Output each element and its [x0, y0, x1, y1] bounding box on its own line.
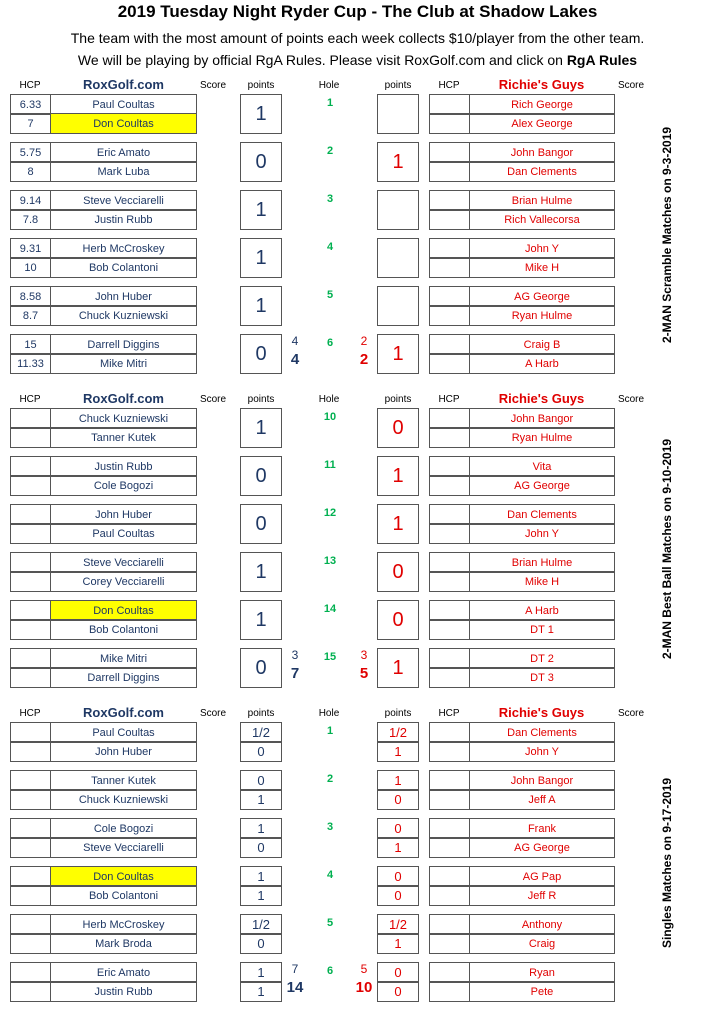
player-name-right: Mike H — [469, 571, 615, 592]
player-name: Cole Bogozi — [50, 818, 197, 839]
player-name-right: Brian Hulme — [469, 190, 615, 211]
hole-header: Hole — [318, 708, 340, 719]
points-header-right: points — [384, 394, 412, 405]
team-right-name: Richie's Guys — [498, 705, 585, 720]
match-points-left: 0 — [240, 142, 282, 182]
match-points-left: 1 — [240, 600, 282, 640]
cumulative-total-right: 5 — [359, 665, 369, 682]
hcp-cell: 9.31 — [10, 238, 51, 259]
player-points-right: 0 — [377, 981, 419, 1002]
hole-number: 5 — [326, 917, 334, 929]
player-name-right: Pete — [469, 981, 615, 1002]
match-points-right: 1 — [377, 504, 419, 544]
player-name-right: John Y — [469, 523, 615, 544]
hole-number: 3 — [326, 193, 334, 205]
hcp-cell-right — [429, 722, 470, 743]
hcp-cell — [10, 571, 51, 592]
hcp-header: HCP — [19, 708, 41, 719]
section-side-label: Singles Matches on 9-17-2019 — [660, 777, 674, 949]
hcp-cell-right — [429, 427, 470, 448]
hcp-cell — [10, 933, 51, 954]
hcp-cell-right — [429, 142, 470, 163]
hcp-cell-right — [429, 161, 470, 182]
hcp-cell — [10, 722, 51, 743]
hcp-cell — [10, 770, 51, 791]
rga-rules-link[interactable]: RgA Rules — [566, 52, 638, 68]
hcp-cell: 8 — [10, 161, 51, 182]
player-points-left: 1 — [240, 981, 282, 1002]
player-name: Bob Colantoni — [50, 257, 197, 278]
hcp-cell: 8.7 — [10, 305, 51, 326]
hcp-cell-right — [429, 741, 470, 762]
hcp-header: HCP — [19, 80, 41, 91]
hcp-cell — [10, 523, 51, 544]
hcp-header-right: HCP — [438, 708, 460, 719]
player-name: Bob Colantoni — [50, 885, 197, 906]
player-name-right: John Bangor — [469, 142, 615, 163]
player-name: Cole Bogozi — [50, 475, 197, 496]
player-name-right: DT 1 — [469, 619, 615, 640]
player-name: Herb McCroskey — [50, 914, 197, 935]
team-left-name: RoxGolf.com — [83, 77, 164, 92]
player-points-left: 0 — [240, 741, 282, 762]
match-points-right: 1 — [377, 648, 419, 688]
player-name-right: Vita — [469, 456, 615, 477]
player-name: Corey Vecciarelli — [50, 571, 197, 592]
player-points-left: 1/2 — [240, 722, 282, 743]
player-name-right: Craig — [469, 933, 615, 954]
hcp-cell: 7 — [10, 113, 51, 134]
hcp-cell: 15 — [10, 334, 51, 355]
player-name-right: A Harb — [469, 353, 615, 374]
hcp-cell-right — [429, 885, 470, 906]
player-points-right: 1/2 — [377, 722, 419, 743]
player-name: Justin Rubb — [50, 981, 197, 1002]
player-name: Paul Coultas — [50, 94, 197, 115]
player-points-left: 1 — [240, 885, 282, 906]
player-points-left: 1/2 — [240, 914, 282, 935]
hcp-cell-right — [429, 504, 470, 525]
section-side-label: 2-MAN Best Ball Matches on 9-10-2019 — [660, 438, 674, 660]
subtitle-line-2 — [0, 52, 715, 68]
player-name-right: John Bangor — [469, 408, 615, 429]
hole-number: 4 — [326, 241, 334, 253]
player-name-right: DT 3 — [469, 667, 615, 688]
hcp-cell — [10, 818, 51, 839]
player-name-right: AG George — [469, 475, 615, 496]
hcp-cell-right — [429, 818, 470, 839]
hcp-cell — [10, 789, 51, 810]
player-name-right: John Y — [469, 238, 615, 259]
hcp-cell-right — [429, 866, 470, 887]
player-name-right: Ryan Hulme — [469, 427, 615, 448]
subtitle-line-1: The team with the most amount of points each week collects $10/player from the other team. — [70, 30, 645, 46]
match-points-left: 1 — [240, 552, 282, 592]
player-points-left: 0 — [240, 837, 282, 858]
page-title: 2019 Tuesday Night Ryder Cup - The Club at Shadow Lakes — [117, 2, 598, 21]
player-name-right: DT 2 — [469, 648, 615, 669]
player-name: John Huber — [50, 504, 197, 525]
player-name: Paul Coultas — [50, 523, 197, 544]
match-points-left: 1 — [240, 286, 282, 326]
player-points-right: 0 — [377, 885, 419, 906]
team-right-name: Richie's Guys — [498, 77, 585, 92]
match-points-right: 0 — [377, 552, 419, 592]
player-points-right: 1 — [377, 933, 419, 954]
hcp-cell-right — [429, 408, 470, 429]
points-header-left: points — [247, 708, 275, 719]
cumulative-total-right: 10 — [355, 979, 373, 996]
match-points-right: 0 — [377, 600, 419, 640]
player-name-right: A Harb — [469, 600, 615, 621]
player-name-right: AG George — [469, 286, 615, 307]
hcp-cell-right — [429, 619, 470, 640]
player-name: Herb McCroskey — [50, 238, 197, 259]
hole-number: 15 — [323, 651, 337, 663]
player-name: Don Coultas — [50, 866, 197, 887]
player-name: Don Coultas — [50, 113, 197, 134]
week-total-left: 3 — [291, 648, 299, 662]
hcp-cell — [10, 456, 51, 477]
hcp-cell — [10, 866, 51, 887]
player-name: Chuck Kuzniewski — [50, 408, 197, 429]
match-points-left: 1 — [240, 94, 282, 134]
hcp-cell-right — [429, 600, 470, 621]
hcp-cell: 6.33 — [10, 94, 51, 115]
points-header-left: points — [247, 394, 275, 405]
player-name: Paul Coultas — [50, 722, 197, 743]
cumulative-total-left: 7 — [290, 665, 300, 682]
hcp-cell — [10, 648, 51, 669]
hole-header: Hole — [318, 394, 340, 405]
player-name: Mike Mitri — [50, 353, 197, 374]
hole-number: 14 — [323, 603, 337, 615]
hcp-cell: 8.58 — [10, 286, 51, 307]
hcp-cell-right — [429, 981, 470, 1002]
player-name: Chuck Kuzniewski — [50, 305, 197, 326]
player-points-left: 1 — [240, 866, 282, 887]
hole-number: 5 — [326, 289, 334, 301]
hcp-cell-right — [429, 238, 470, 259]
player-points-left: 1 — [240, 789, 282, 810]
hcp-cell — [10, 504, 51, 525]
match-points-right: 1 — [377, 334, 419, 374]
player-points-left: 1 — [240, 962, 282, 983]
hcp-cell-right — [429, 286, 470, 307]
player-name: Mark Broda — [50, 933, 197, 954]
hcp-cell-right — [429, 257, 470, 278]
hole-header: Hole — [318, 80, 340, 91]
player-name-right: Jeff A — [469, 789, 615, 810]
player-name: Eric Amato — [50, 142, 197, 163]
hcp-cell — [10, 552, 51, 573]
hcp-cell-right — [429, 190, 470, 211]
hcp-cell-right — [429, 962, 470, 983]
hole-number: 6 — [326, 965, 334, 977]
match-points-left: 0 — [240, 648, 282, 688]
team-right-name: Richie's Guys — [498, 391, 585, 406]
hcp-cell — [10, 427, 51, 448]
player-name-right: Anthony — [469, 914, 615, 935]
hcp-cell-right — [429, 475, 470, 496]
player-points-right: 1/2 — [377, 914, 419, 935]
hole-number: 3 — [326, 821, 334, 833]
player-points-right: 0 — [377, 866, 419, 887]
hole-number: 1 — [326, 97, 334, 109]
hcp-cell — [10, 475, 51, 496]
player-name-right: Brian Hulme — [469, 552, 615, 573]
player-name: Darrell Diggins — [50, 667, 197, 688]
player-name: Eric Amato — [50, 962, 197, 983]
hcp-cell-right — [429, 648, 470, 669]
hcp-cell-right — [429, 523, 470, 544]
match-points-left: 1 — [240, 408, 282, 448]
player-name: Steve Vecciarelli — [50, 837, 197, 858]
hcp-cell — [10, 837, 51, 858]
score-header-right: Score — [617, 80, 645, 91]
player-name-right: Rich Vallecorsa — [469, 209, 615, 230]
hcp-cell: 10 — [10, 257, 51, 278]
hcp-header: HCP — [19, 394, 41, 405]
player-points-left: 0 — [240, 770, 282, 791]
match-points-right: 0 — [377, 408, 419, 448]
player-name-right: Dan Clements — [469, 161, 615, 182]
subtitle-line-2-text: We will be playing by official RgA Rules. Please visit RoxGolf.com and click on — [77, 52, 567, 68]
week-total-left: 4 — [291, 334, 299, 348]
hcp-cell-right — [429, 789, 470, 810]
player-name: John Huber — [50, 741, 197, 762]
player-points-right: 1 — [377, 770, 419, 791]
hcp-cell-right — [429, 113, 470, 134]
hcp-header-right: HCP — [438, 80, 460, 91]
hole-number: 11 — [324, 459, 336, 471]
week-total-right: 2 — [360, 334, 368, 348]
hcp-cell — [10, 741, 51, 762]
player-name-right: AG George — [469, 837, 615, 858]
player-name: Tanner Kutek — [50, 427, 197, 448]
hcp-cell — [10, 667, 51, 688]
hcp-cell — [10, 408, 51, 429]
section-side-label: 2-MAN Scramble Matches on 9-3-2019 — [660, 126, 674, 344]
score-header-left: Score — [199, 708, 227, 719]
match-points-right: 1 — [377, 142, 419, 182]
hcp-cell-right — [429, 456, 470, 477]
hcp-cell-right — [429, 209, 470, 230]
score-header-right: Score — [617, 394, 645, 405]
player-points-right: 1 — [377, 741, 419, 762]
hcp-cell-right — [429, 914, 470, 935]
points-header-right: points — [384, 708, 412, 719]
hcp-cell-right — [429, 667, 470, 688]
week-total-right: 3 — [360, 648, 368, 662]
hcp-cell-right — [429, 552, 470, 573]
player-name: Justin Rubb — [50, 456, 197, 477]
player-name: Mike Mitri — [50, 648, 197, 669]
player-name-right: Jeff R — [469, 885, 615, 906]
player-name: Chuck Kuzniewski — [50, 789, 197, 810]
score-header-left: Score — [199, 394, 227, 405]
player-name-right: Craig B — [469, 334, 615, 355]
cumulative-total-left: 4 — [290, 351, 300, 368]
team-left-name: RoxGolf.com — [83, 391, 164, 406]
player-name: Justin Rubb — [50, 209, 197, 230]
hcp-cell — [10, 914, 51, 935]
hcp-cell: 9.14 — [10, 190, 51, 211]
hcp-cell-right — [429, 305, 470, 326]
hcp-cell: 7.8 — [10, 209, 51, 230]
week-total-right: 5 — [360, 962, 368, 976]
player-name-right: Ryan — [469, 962, 615, 983]
hcp-cell — [10, 885, 51, 906]
player-name-right: John Y — [469, 741, 615, 762]
hole-number: 4 — [326, 869, 334, 881]
player-name-right: Dan Clements — [469, 504, 615, 525]
match-points-left: 0 — [240, 456, 282, 496]
hcp-cell-right — [429, 770, 470, 791]
player-name-right: Frank — [469, 818, 615, 839]
player-name-right: AG Pap — [469, 866, 615, 887]
hole-number: 1 — [326, 725, 334, 737]
score-header-left: Score — [199, 80, 227, 91]
match-points-left: 0 — [240, 334, 282, 374]
player-name: Don Coultas — [50, 600, 197, 621]
match-points-left: 1 — [240, 238, 282, 278]
player-points-left: 0 — [240, 933, 282, 954]
week-total-left: 7 — [291, 962, 299, 976]
player-name: Tanner Kutek — [50, 770, 197, 791]
player-name-right: John Bangor — [469, 770, 615, 791]
points-header-right: points — [384, 80, 412, 91]
player-points-right: 0 — [377, 818, 419, 839]
player-points-right: 1 — [377, 837, 419, 858]
player-points-right: 0 — [377, 962, 419, 983]
player-name-right: Mike H — [469, 257, 615, 278]
player-name: Mark Luba — [50, 161, 197, 182]
player-name: Darrell Diggins — [50, 334, 197, 355]
match-points-right — [377, 94, 419, 134]
hcp-cell — [10, 981, 51, 1002]
match-points-right — [377, 286, 419, 326]
match-points-right: 1 — [377, 456, 419, 496]
hcp-cell-right — [429, 94, 470, 115]
player-name-right: Rich George — [469, 94, 615, 115]
hcp-cell: 11.33 — [10, 353, 51, 374]
hole-number: 2 — [326, 773, 334, 785]
hole-number: 10 — [323, 411, 337, 423]
team-left-name: RoxGolf.com — [83, 705, 164, 720]
hcp-cell — [10, 600, 51, 621]
hcp-cell-right — [429, 837, 470, 858]
match-points-left: 1 — [240, 190, 282, 230]
hole-number: 2 — [326, 145, 334, 157]
player-name: Steve Vecciarelli — [50, 190, 197, 211]
player-name: Steve Vecciarelli — [50, 552, 197, 573]
hcp-header-right: HCP — [438, 394, 460, 405]
player-name: John Huber — [50, 286, 197, 307]
points-header-left: points — [247, 80, 275, 91]
player-points-left: 1 — [240, 818, 282, 839]
match-points-left: 0 — [240, 504, 282, 544]
hcp-cell-right — [429, 933, 470, 954]
cumulative-total-left: 14 — [286, 979, 304, 996]
hole-number: 13 — [323, 555, 337, 567]
hcp-cell-right — [429, 334, 470, 355]
player-points-right: 0 — [377, 789, 419, 810]
player-name-right: Ryan Hulme — [469, 305, 615, 326]
player-name-right: Alex George — [469, 113, 615, 134]
hole-number: 6 — [326, 337, 334, 349]
hcp-cell: 5.75 — [10, 142, 51, 163]
hcp-cell-right — [429, 353, 470, 374]
hcp-cell — [10, 619, 51, 640]
player-name-right: Dan Clements — [469, 722, 615, 743]
hole-number: 12 — [323, 507, 337, 519]
match-points-right — [377, 190, 419, 230]
player-name: Bob Colantoni — [50, 619, 197, 640]
cumulative-total-right: 2 — [359, 351, 369, 368]
hcp-cell — [10, 962, 51, 983]
score-header-right: Score — [617, 708, 645, 719]
match-points-right — [377, 238, 419, 278]
hcp-cell-right — [429, 571, 470, 592]
